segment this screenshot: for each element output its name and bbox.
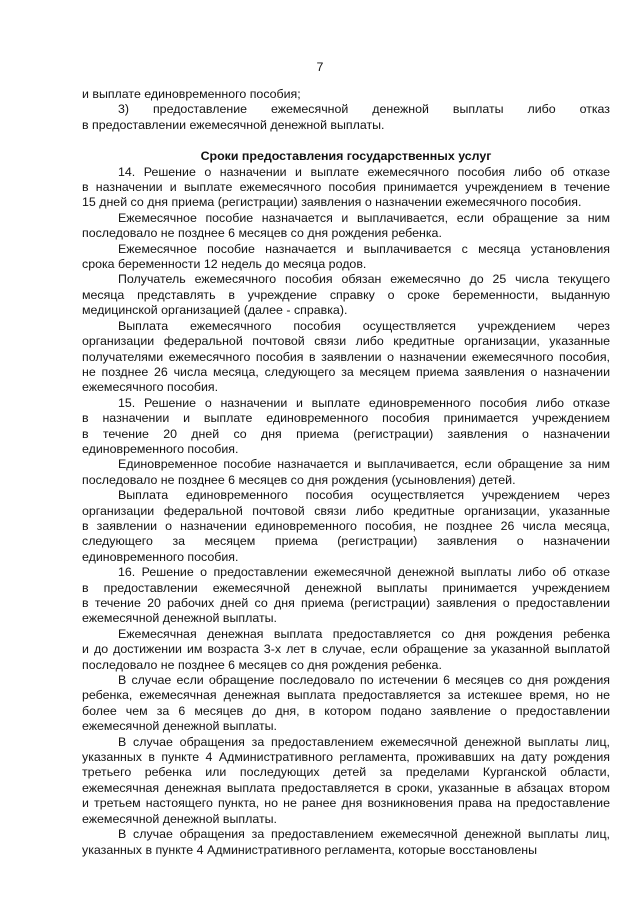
text-line: 15 дней со дня приема (регистрации) заявления о назначении ежемесячного пособия. <box>82 195 582 210</box>
text-line: ежемесячной денежной выплаты. <box>82 719 277 734</box>
text-line: в заявлении о назначении единовременного пособия, не позднее 26 числа месяца, <box>82 518 610 533</box>
text-line: 3) предоставление ежемесячной денежной выплаты либо отказ <box>118 102 610 117</box>
text-line: Ежемесячная денежная выплата предоставляется со дня рождения ребенка <box>118 626 610 641</box>
text-line: 14. Решение о назначении и выплате ежемесячного пособия либо об отказе <box>118 164 610 179</box>
section-heading: Сроки предоставления государственных услуг <box>200 149 492 164</box>
text-line: ежемесячная денежная выплата предоставляется в сроки, указанные в абзацах втором <box>82 780 610 795</box>
text-line: указанных в пункте 4 Административного регламента, проживавших на дату рождения <box>82 750 610 765</box>
text-line: получателями ежемесячного пособия в заявлении о назначении ежемесячного пособия, <box>82 349 610 364</box>
text-line: последовало не позднее 6 месяцев со дня рождения ребенка. <box>82 657 442 672</box>
text-line: и третьем настоящего пункта, но не ранее дня возникновения права на предоставление <box>82 796 610 811</box>
text-line: следующего за месяцем приема (регистрации) заявления о назначении <box>82 534 610 549</box>
text-line: не позднее 26 числа месяца, следующего за месяцем приема заявления о назначении <box>82 364 610 379</box>
text-line: организации федеральной почтовой связи либо кредитные организации, указанные <box>82 503 610 518</box>
text-line: единовременного пособия. <box>82 441 239 456</box>
text-line: в назначении и выплате ежемесячного пособия принимается учреждением в течение <box>82 180 610 195</box>
text-line: ежемесячной денежной выплаты. <box>82 811 277 826</box>
text-line: ежемесячной денежной выплаты. <box>82 611 277 626</box>
text-line: указанных в пункте 4 Административного регламента, которые восстановлены <box>82 842 538 857</box>
text-line: в назначении и выплате единовременного пособия принимается учреждением <box>82 411 610 426</box>
text-line: последовало не позднее 6 месяцев со дня рождения ребенка. <box>82 226 442 241</box>
text-line: 15. Решение о назначении и выплате единовременного пособия либо отказе <box>118 395 610 410</box>
text-line: 16. Решение о предоставлении ежемесячной денежной выплаты либо об отказе <box>118 565 610 580</box>
text-line: Единовременное пособие назначается и выплачивается, если обращение за ним <box>118 457 610 472</box>
text-line: ежемесячного пособия. <box>82 380 219 395</box>
text-line: медицинской организацией (далее - справка). <box>82 303 348 318</box>
text-line: ребенка, ежемесячная денежная выплата предоставляется за истекшее время, но не <box>82 688 610 703</box>
text-line: более чем за 6 месяцев до дня, в котором подано заявление о предоставлении <box>82 703 610 718</box>
text-line: третьего ребенка или последующих детей за пределами Курганской области, <box>82 765 610 780</box>
text-line: и выплате единовременного пособия; <box>82 87 301 101</box>
text-line: организации федеральной почтовой связи либо кредитные организации, указанные <box>82 334 610 349</box>
document-body <box>82 87 610 858</box>
text-line: срока беременности 12 недель до месяца родов. <box>82 257 367 272</box>
text-line: в течение 20 дней со дня приема (регистрации) заявления о назначении <box>82 426 610 441</box>
text-line: Ежемесячное пособие назначается и выплачивается с месяца установления <box>118 241 610 256</box>
text-line: Выплата единовременного пособия осуществляется учреждением через <box>118 488 610 503</box>
text-line: последовало не позднее 6 месяцев со дня рождения (усыновления) детей. <box>82 472 516 487</box>
text-line: в течение 20 рабочих дней со дня приема (регистрации) заявления о предоставлении <box>82 596 610 610</box>
text-line: Получатель ежемесячного пособия обязан ежемесячно до 25 числа текущего <box>118 272 610 287</box>
paragraphs-before <box>82 87 610 133</box>
text-line: и до достижении им возраста 3-х лет в случае, если обращение за указанной выплатой <box>82 642 610 657</box>
text-line: Выплата ежемесячного пособия осуществляется учреждением через <box>118 318 610 333</box>
text-line: В случае обращения за предоставлением ежемесячной денежной выплаты лиц, <box>118 827 610 842</box>
paragraphs-main <box>82 165 610 858</box>
text-line: единовременного пособия. <box>82 549 239 564</box>
text-line: В случае если обращение последовало по истечении 6 месяцев со дня рождения <box>118 673 610 688</box>
text-line: в предоставлении ежемесячной денежной выплаты принимается учреждением <box>82 580 610 595</box>
text-line: в предоставлении ежемесячной денежной выплаты. <box>82 117 385 132</box>
text-line: месяца представлять в учреждение справку о сроке беременности, выданную <box>82 287 610 302</box>
text-line: В случае обращения за предоставлением ежемесячной денежной выплаты лиц, <box>118 734 610 749</box>
text-line: Ежемесячное пособие назначается и выплачивается, если обращение за ним <box>118 210 610 225</box>
page-number: 7 <box>316 60 324 74</box>
